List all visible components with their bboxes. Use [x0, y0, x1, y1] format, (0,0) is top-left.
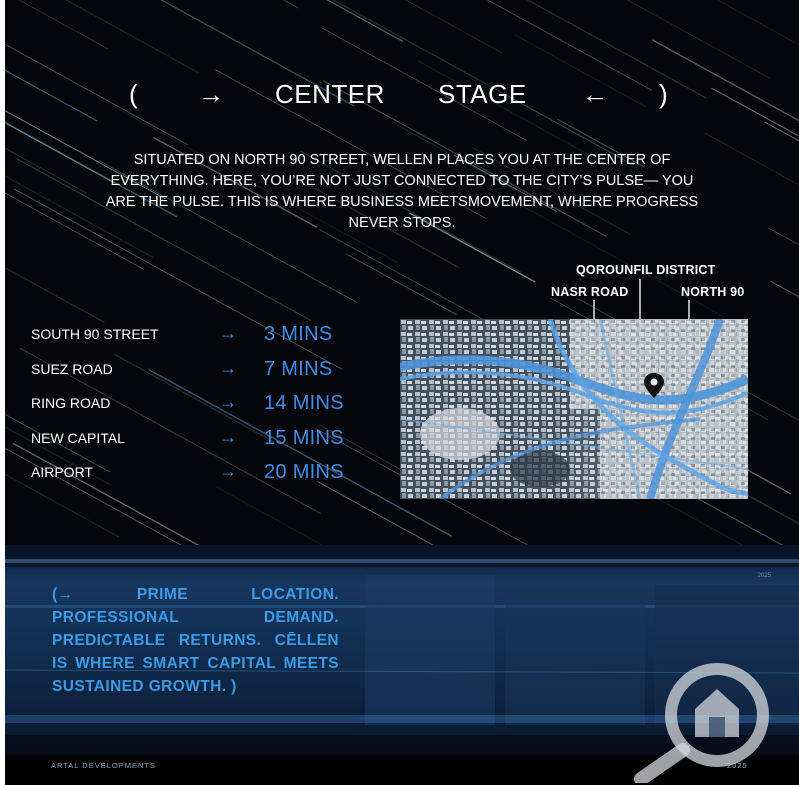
route-time: 14 MINS — [264, 392, 344, 414]
map-label-north-90: NORTH 90 — [681, 285, 745, 299]
header-right-arrow: → — [198, 79, 225, 109]
route-arrow: → — [219, 357, 237, 378]
route-arrow: → — [219, 461, 237, 481]
footer-brand: ARTAL DEVELOPMENTS — [51, 761, 156, 770]
route-time: 20 MINS — [264, 461, 344, 483]
map-label-qorounfil: QOROUNFIL DISTRICT — [576, 263, 716, 277]
band-tag: 2025 — [757, 573, 771, 579]
band-statement: (→ PRIME LOCATION. PROFESSIONAL DEMAND. PREDICTABLE RETURNS. CĒLLEN IS WHERE SMART CAPITAL MEETS SUSTAINED GROWTH. ) — [52, 586, 339, 695]
route-arrow: → — [219, 426, 237, 447]
route-time: 7 MINS — [264, 357, 333, 380]
route-time: 3 MINS — [264, 323, 333, 345]
route-arrow: → — [219, 323, 237, 343]
route-destination: NEW CAPITAL — [31, 429, 125, 446]
route-destination: SUEZ ROAD — [31, 360, 113, 377]
route-destination: SOUTH 90 STREET — [31, 326, 159, 342]
route-destination: AIRPORT — [31, 464, 93, 480]
intro-paragraph: SITUATED ON NORTH 90 STREET, WELLEN PLACES YOU AT THE CENTER OF EVERYTHING. HERE, YOU’RE NOT JUST CONNECTED TO THE CITY’S PULSE— YOU ARE THE PULSE. THIS IS WHERE BUSINESS MEETSMOVEMENT, WHERE PROGRESS NEVER STOPS. — [105, 152, 699, 231]
header-open-paren: ( — [129, 79, 139, 109]
header-word-center: CENTER — [275, 79, 385, 109]
route-destination: RING ROAD — [31, 395, 111, 411]
route-arrow: → — [219, 392, 237, 412]
map-label-nasr-road: NASR ROAD — [551, 285, 629, 299]
header-close-paren: ) — [659, 79, 669, 109]
footer-year: 2025 — [727, 761, 748, 770]
home-search-icon — [633, 655, 778, 783]
header-left-arrow: ← — [582, 79, 609, 109]
aerial-map — [400, 319, 748, 499]
route-time: 15 MINS — [264, 426, 344, 449]
header-word-stage: STAGE — [438, 79, 527, 109]
